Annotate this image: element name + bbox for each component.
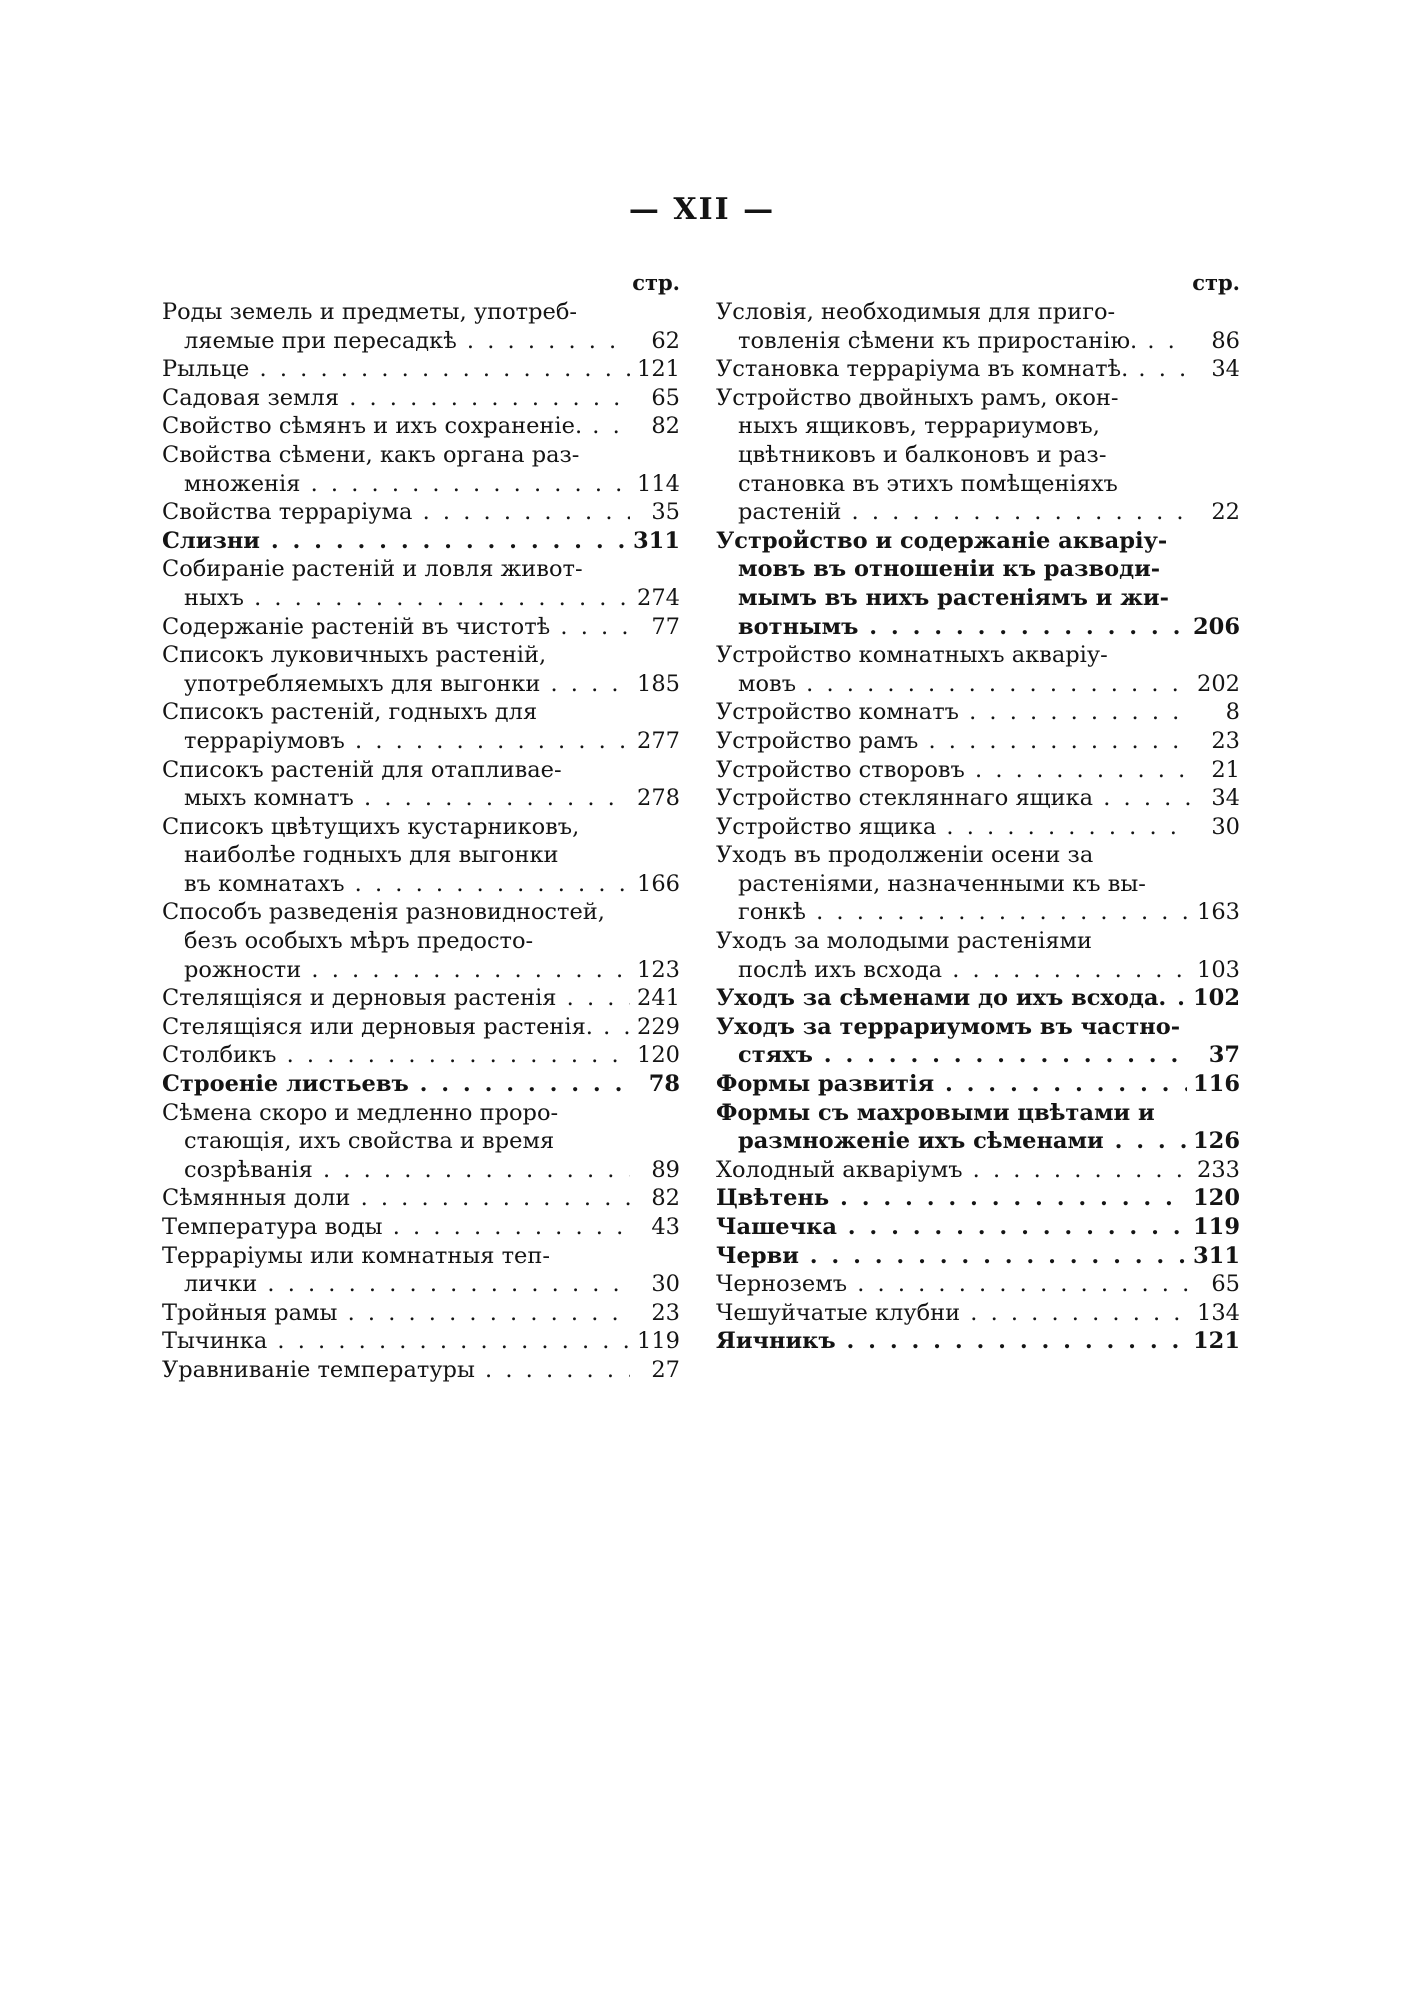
index-entry-text: Стелящіяся или дерновыя растенія. . . . [162,1013,680,1042]
index-entry-text: Садовая земля . . . [162,384,680,413]
index-entry-text: Роды земель и предметы, употреб- [162,299,577,325]
index-entry-text: гонкѣ . . . [716,898,1240,927]
index-entry-text: Свойство сѣмянъ и ихъ сохраненіе. . . . [162,412,680,441]
index-entry-text: мовъ . . . [716,670,1240,699]
index-entry [716,1242,1240,1271]
index-entry [716,1070,1240,1099]
index-entry [162,641,680,698]
index-entry-text: терраріумовъ . . . [162,727,680,756]
index-entry [162,1356,680,1385]
index-entry-text: созрѣванія . . . [162,1156,680,1185]
index-entry-page-number: 123 [630,956,680,985]
index-entry-page-number: 8 [1190,698,1240,727]
index-entry-page-number: 277 [630,727,680,756]
index-entry-list [162,298,680,1385]
index-entry [716,727,1240,756]
index-entry [162,555,680,612]
column-header-page: стр. [1192,270,1240,295]
index-entry [162,898,680,984]
index-entry-page-number: 311 [1187,1242,1240,1271]
index-entry-text: Формы съ махровыми цвѣтами и [716,1099,1155,1126]
index-entry-page-number: 35 [630,498,680,527]
index-entry [162,298,680,355]
index-entry [716,756,1240,785]
index-entry-page-number: 62 [630,327,680,356]
index-entry [162,527,680,556]
index-entry [716,1156,1240,1185]
index-entry [162,498,680,527]
index-entry-text: безъ особыхъ мѣръ предосто- [184,928,534,955]
index-entry-page-number: 229 [630,1013,680,1042]
index-entry-page-number: 89 [630,1156,680,1185]
index-entry-text: Стелящіяся и дерновыя растенія . . . [162,984,680,1013]
index-entry-page-number: 43 [630,1213,680,1242]
index-entry [716,1184,1240,1213]
index-entry-page-number: 30 [630,1270,680,1299]
index-entry-page-number: 166 [630,870,680,899]
index-entry-text: мымъ въ нихъ растеніямъ и жи- [738,584,1169,611]
index-entry [162,1299,680,1328]
index-column-left [162,268,680,1385]
index-entry [162,355,680,384]
index-entry-text: стающія, ихъ свойства и время [184,1128,555,1155]
index-entry-text: Устройство створовъ . . . [716,756,1240,785]
index-entry-text: Списокъ растеній для отапливае- [162,756,562,783]
index-entry [162,441,680,498]
index-entry [162,1213,680,1242]
index-entry-page-number: 121 [630,355,680,384]
index-entry-text: Устройство комнатъ . . . [716,698,1240,727]
index-entry [162,412,680,441]
index-entry-text: Тычинка . . . [162,1327,680,1356]
index-entry-text: мовъ въ отношеніи къ разводи- [738,556,1161,583]
index-entry-page-number: 21 [1190,756,1240,785]
index-entry-text: растеніями, назначенными къ вы- [738,870,1146,897]
index-entry [716,1270,1240,1299]
index-entry [162,1013,680,1042]
index-entry [716,355,1240,384]
page-number: — XII — [628,192,776,227]
index-entry-text: Способъ разведенія разновидностей, [162,899,605,926]
index-entry [716,527,1240,641]
index-entry-page-number: 119 [630,1327,680,1356]
index-entry-page-number: 241 [630,984,680,1013]
index-entry [716,698,1240,727]
index-entry-page-number: 22 [1190,498,1240,527]
index-entry-text: Уходъ за сѣменами до ихъ всхода. . . . [716,984,1240,1013]
index-entry-text: Тройныя рамы . . . [162,1299,680,1328]
index-column-right [716,268,1240,1356]
index-entry-page-number: 185 [630,670,680,699]
index-entry [716,641,1240,698]
index-entry [162,1184,680,1213]
index-entry-text: Яичникъ . . . [716,1327,1240,1356]
index-entry [716,298,1240,355]
index-entry [162,613,680,642]
index-entry-text: Устройство и содержаніе акваріу- [716,527,1168,554]
index-entry-page-number: 86 [1190,327,1240,356]
index-entry-text: Строеніе листьевъ . . . [162,1070,680,1099]
index-entry-text: размноженіе ихъ сѣменами . . . [716,1127,1240,1156]
index-entry-page-number: 274 [630,584,680,613]
index-entry-text: Температура воды . . . [162,1213,680,1242]
index-entry-text: Черви . . . [716,1242,1240,1271]
index-entry-text: лички . . . [162,1270,680,1299]
index-entry-page-number: 23 [1190,727,1240,756]
index-entry-page-number: 30 [1190,813,1240,842]
index-entry-page-number: 103 [1190,956,1240,985]
index-entry-text: употребляемыхъ для выгонки . . . [162,670,680,699]
index-entry-page-number: 27 [630,1356,680,1385]
index-entry-text: Устройство комнатныхъ акваріу- [716,642,1108,669]
column-header-page: стр. [632,270,680,295]
index-entry-text: ныхъ ящиковъ, террариумовъ, [738,413,1100,440]
index-entry [162,1242,680,1299]
index-entry-text: Устройство стекляннаго ящика . . . [716,784,1240,813]
index-entry-page-number: 120 [1187,1184,1240,1213]
index-entry [162,698,680,755]
index-entry [162,1070,680,1099]
index-entry-page-number: 82 [630,412,680,441]
index-entry-page-number: 65 [630,384,680,413]
index-entry-text: товленія сѣмени къ приростанію. . . . [716,327,1240,356]
index-entry [716,1213,1240,1242]
index-entry-page-number: 134 [1190,1299,1240,1328]
index-entry-text: Рыльце . . . [162,355,680,384]
index-entry-page-number: 202 [1190,670,1240,699]
index-entry-text: Списокъ луковичныхъ растеній, [162,642,547,669]
index-entry-page-number: 126 [1187,1127,1240,1156]
index-entry-text: Списокъ цвѣтущихъ кустарниковъ, [162,813,580,840]
index-entry-text: мыхъ комнатъ . . . [162,784,680,813]
index-entry [162,984,680,1013]
index-entry [162,1099,680,1185]
index-entry-text: стяхъ . . . [716,1041,1240,1070]
index-entry [162,813,680,899]
index-entry [162,1327,680,1356]
index-entry-text: Формы развитія . . . [716,1070,1240,1099]
index-entry-text: Уходъ за террариумомъ въ частно- [716,1013,1181,1040]
index-entry-text: Устройство рамъ . . . [716,727,1240,756]
index-entry-page-number: 233 [1190,1156,1240,1185]
index-entry [716,384,1240,527]
index-entry-page-number: 121 [1187,1327,1240,1356]
index-entry-text: цвѣтниковъ и балконовъ и раз- [738,441,1107,468]
index-entry-page-number: 34 [1190,784,1240,813]
index-entry [716,813,1240,842]
index-entry-page-number: 120 [630,1041,680,1070]
index-entry-text: вотнымъ . . . [716,613,1240,642]
index-entry [716,984,1240,1013]
index-entry [716,1327,1240,1356]
index-entry-page-number: 116 [1187,1070,1240,1099]
index-entry-text: множенія . . . [162,470,680,499]
index-entry-page-number: 206 [1187,613,1240,642]
index-entry-text: Свойства терраріума . . . [162,498,680,527]
index-entry-text: послѣ ихъ всхода . . . [716,956,1240,985]
index-entry-page-number: 37 [1190,1041,1240,1070]
index-entry-page-number: 119 [1187,1213,1240,1242]
index-entry-text: Чешуйчатые клубни . . . [716,1299,1240,1328]
index-entry [716,784,1240,813]
index-entry-text: рожности . . . [162,956,680,985]
index-entry-text: Холодный акваріумъ . . . [716,1156,1240,1185]
index-entry-page-number: 114 [630,470,680,499]
index-entry-text: ныхъ . . . [162,584,680,613]
index-entry-text: Условія, необходимыя для приго- [716,299,1116,325]
index-entry-text: Цвѣтень . . . [716,1184,1240,1213]
index-entry-text: Содержаніе растеній въ чистотѣ . . . [162,613,680,642]
index-entry-text: Терраріумы или комнатныя теп- [162,1242,550,1269]
index-entry [716,1099,1240,1156]
index-entry-text: Уравниваніе температуры . . . [162,1356,680,1385]
index-entry-text: ляемые при пересадкѣ . . . [162,327,680,356]
index-entry-text: Слизни . . . [162,527,680,556]
index-entry-text: въ комнатахъ . . . [162,870,680,899]
index-entry [716,1013,1240,1070]
index-entry-text: Черноземъ . . . [716,1270,1240,1299]
index-entry-page-number: 163 [1190,898,1240,927]
index-entry [716,1299,1240,1328]
index-entry-page-number: 102 [1187,984,1240,1013]
index-entry-page-number: 77 [630,613,680,642]
index-entry-page-number: 65 [1190,1270,1240,1299]
index-entry [162,384,680,413]
index-entry-text: Чашечка . . . [716,1213,1240,1242]
index-entry-text: Свойства сѣмени, какъ органа раз- [162,441,580,468]
index-entry-page-number: 82 [630,1184,680,1213]
index-entry-page-number: 78 [630,1070,680,1099]
index-entry-text: наиболѣе годныхъ для выгонки [184,842,559,869]
index-entry-text: Устройство ящика . . . [716,813,1240,842]
index-entry-text: растеній . . . [716,498,1240,527]
index-entry-page-number: 311 [627,527,680,556]
index-entry-text: Устройство двойныхъ рамъ, окон- [716,384,1119,411]
index-entry [162,1041,680,1070]
index-entry-text: Столбикъ . . . [162,1041,680,1070]
index-entry-text: Собираніе растеній и ловля живот- [162,556,583,583]
index-entry-page-number: 34 [1190,355,1240,384]
index-entry-text: становка въ этихъ помѣщеніяхъ [738,470,1118,497]
index-entry-text: Установка терраріума въ комнатѣ. . . . [716,355,1240,384]
index-entry [716,841,1240,927]
index-entry-text: Списокъ растеній, годныхъ для [162,699,538,726]
index-entry-list [716,298,1240,1356]
index-entry-text: Уходъ въ продолженіи осени за [716,842,1094,869]
index-entry-page-number: 278 [630,784,680,813]
index-entry [162,756,680,813]
index-entry-text: Уходъ за молодыми растеніями [716,928,1093,955]
index-entry-text: Сѣмянныя доли . . . [162,1184,680,1213]
index-entry-text: Сѣмена скоро и медленно проро- [162,1099,559,1126]
index-entry-page-number: 23 [630,1299,680,1328]
index-entry [716,927,1240,984]
